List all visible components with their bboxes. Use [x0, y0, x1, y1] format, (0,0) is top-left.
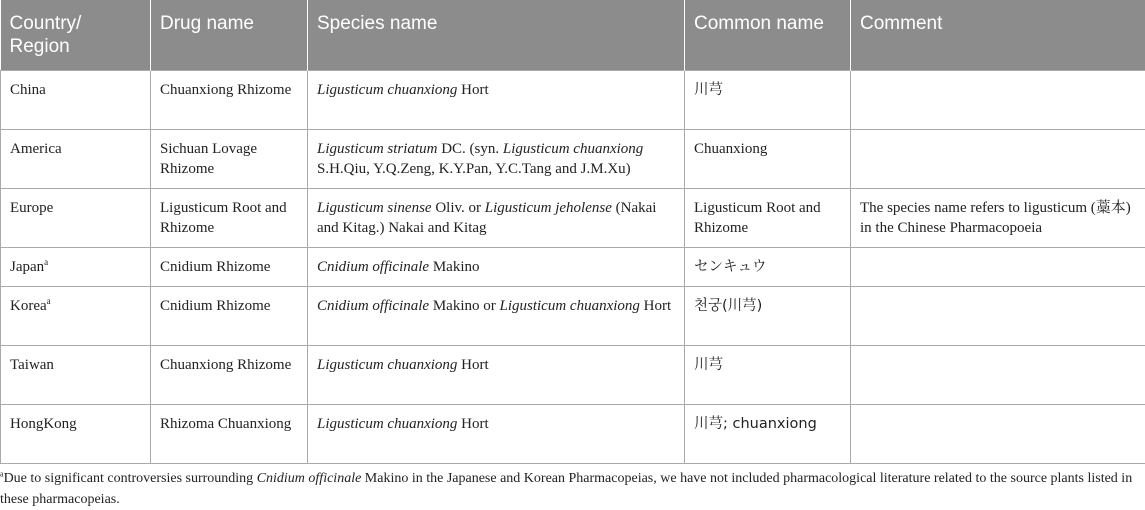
species-plain-text: DC. (syn. [437, 141, 502, 157]
table-row [1, 404, 1145, 463]
cell-species-name [308, 404, 685, 463]
cell-species-name [308, 286, 685, 345]
footnote-text [0, 471, 1132, 507]
cell-drug-name: Chuanxiong Rhizome [151, 70, 308, 129]
footnote-mark: a [0, 469, 4, 478]
country-name: China [10, 82, 46, 98]
cell-comment [851, 404, 1145, 463]
species-plain-text: S.H.Qiu, Y.Q.Zeng, K.Y.Pan, Y.C.Tang and J.M.Xu) [317, 161, 631, 177]
species-italic-text: Cnidium officinale [317, 259, 429, 275]
cell-common-name: 천궁(川芎) [685, 286, 851, 345]
header-comment: Comment [851, 0, 1145, 70]
country-name: Taiwan [10, 357, 54, 373]
table-footnote [0, 469, 1140, 510]
cell-common-name: Chuanxiong [685, 129, 851, 188]
cell-drug-name: Sichuan Lovage Rhizome [151, 129, 308, 188]
species-plain-text: Makino [429, 259, 479, 275]
cell-species-name [308, 70, 685, 129]
cell-common-name: センキュウ [685, 247, 851, 286]
footnote-plain-text: Makino in the Japanese and Korean Pharmacopeias, we have not included pharmacological literature related to the source plants listed in these pharmacopeias. [0, 471, 1132, 507]
table-row [1, 129, 1145, 188]
cell-species-name [308, 129, 685, 188]
country-name: Europe [10, 200, 53, 216]
cell-drug-name: Rhizoma Chuanxiong [151, 404, 308, 463]
table-body [1, 70, 1145, 463]
footnote-marker: a [44, 257, 48, 267]
cell-comment [851, 129, 1145, 188]
cell-drug-name: Cnidium Rhizome [151, 247, 308, 286]
header-country-region: Country/ Region [1, 0, 151, 70]
cell-drug-name: Ligusticum Root and Rhizome [151, 188, 308, 247]
cell-drug-name: Cnidium Rhizome [151, 286, 308, 345]
table-row [1, 70, 1145, 129]
species-plain-text: Makino or [429, 298, 499, 314]
cell-country [1, 129, 151, 188]
country-name: America [10, 141, 62, 157]
table-row [1, 247, 1145, 286]
country-name: Korea [10, 298, 47, 314]
species-italic-text: Ligusticum chuanxiong [500, 298, 640, 314]
footnote-plain-text: Due to significant controversies surrounding [4, 471, 257, 486]
table-row [1, 345, 1145, 404]
cell-comment [851, 345, 1145, 404]
table-row [1, 286, 1145, 345]
species-italic-text: Ligusticum chuanxiong [317, 357, 457, 373]
cell-common-name: 川芎 [685, 345, 851, 404]
cell-species-name [308, 345, 685, 404]
cell-country [1, 70, 151, 129]
header-drug-name: Drug name [151, 0, 308, 70]
country-name: Japan [10, 259, 44, 275]
cell-country [1, 188, 151, 247]
cell-common-name: Ligusticum Root and Rhizome [685, 188, 851, 247]
table-header-row [1, 0, 1145, 70]
table-row [1, 188, 1145, 247]
species-italic-text: Cnidium officinale [317, 298, 429, 314]
species-italic-text: Ligusticum chuanxiong [503, 141, 643, 157]
species-plain-text: Hort [457, 357, 488, 373]
cell-comment [851, 286, 1145, 345]
footnote-italic-text: Cnidium officinale [257, 471, 362, 486]
cell-country [1, 345, 151, 404]
cell-country [1, 247, 151, 286]
cell-drug-name: Chuanxiong Rhizome [151, 345, 308, 404]
header-common-name: Common name [685, 0, 851, 70]
species-italic-text: Ligusticum striatum [317, 141, 437, 157]
species-plain-text: (Nakai and Kitag.) Nakai and Kitag [317, 200, 656, 237]
cell-comment: The species name refers to ligusticum (藁本) in the Chinese Pharmacopoeia [851, 188, 1145, 247]
cell-species-name [308, 188, 685, 247]
footnote-marker: a [47, 296, 51, 306]
cell-common-name: 川芎 [685, 70, 851, 129]
species-italic-text: Ligusticum chuanxiong [317, 82, 457, 98]
species-plain-text: Hort [640, 298, 671, 314]
cell-country [1, 404, 151, 463]
cell-comment [851, 247, 1145, 286]
species-italic-text: Ligusticum sinense [317, 200, 432, 216]
cell-country [1, 286, 151, 345]
header-species-name: Species name [308, 0, 685, 70]
species-plain-text: Hort [457, 416, 488, 432]
species-plain-text: Oliv. or [432, 200, 485, 216]
cell-comment [851, 70, 1145, 129]
species-italic-text: Ligusticum chuanxiong [317, 416, 457, 432]
country-name: HongKong [10, 416, 77, 432]
species-italic-text: Ligusticum jeholense [485, 200, 612, 216]
species-plain-text: Hort [457, 82, 488, 98]
cell-common-name: 川芎; chuanxiong [685, 404, 851, 463]
cell-species-name [308, 247, 685, 286]
